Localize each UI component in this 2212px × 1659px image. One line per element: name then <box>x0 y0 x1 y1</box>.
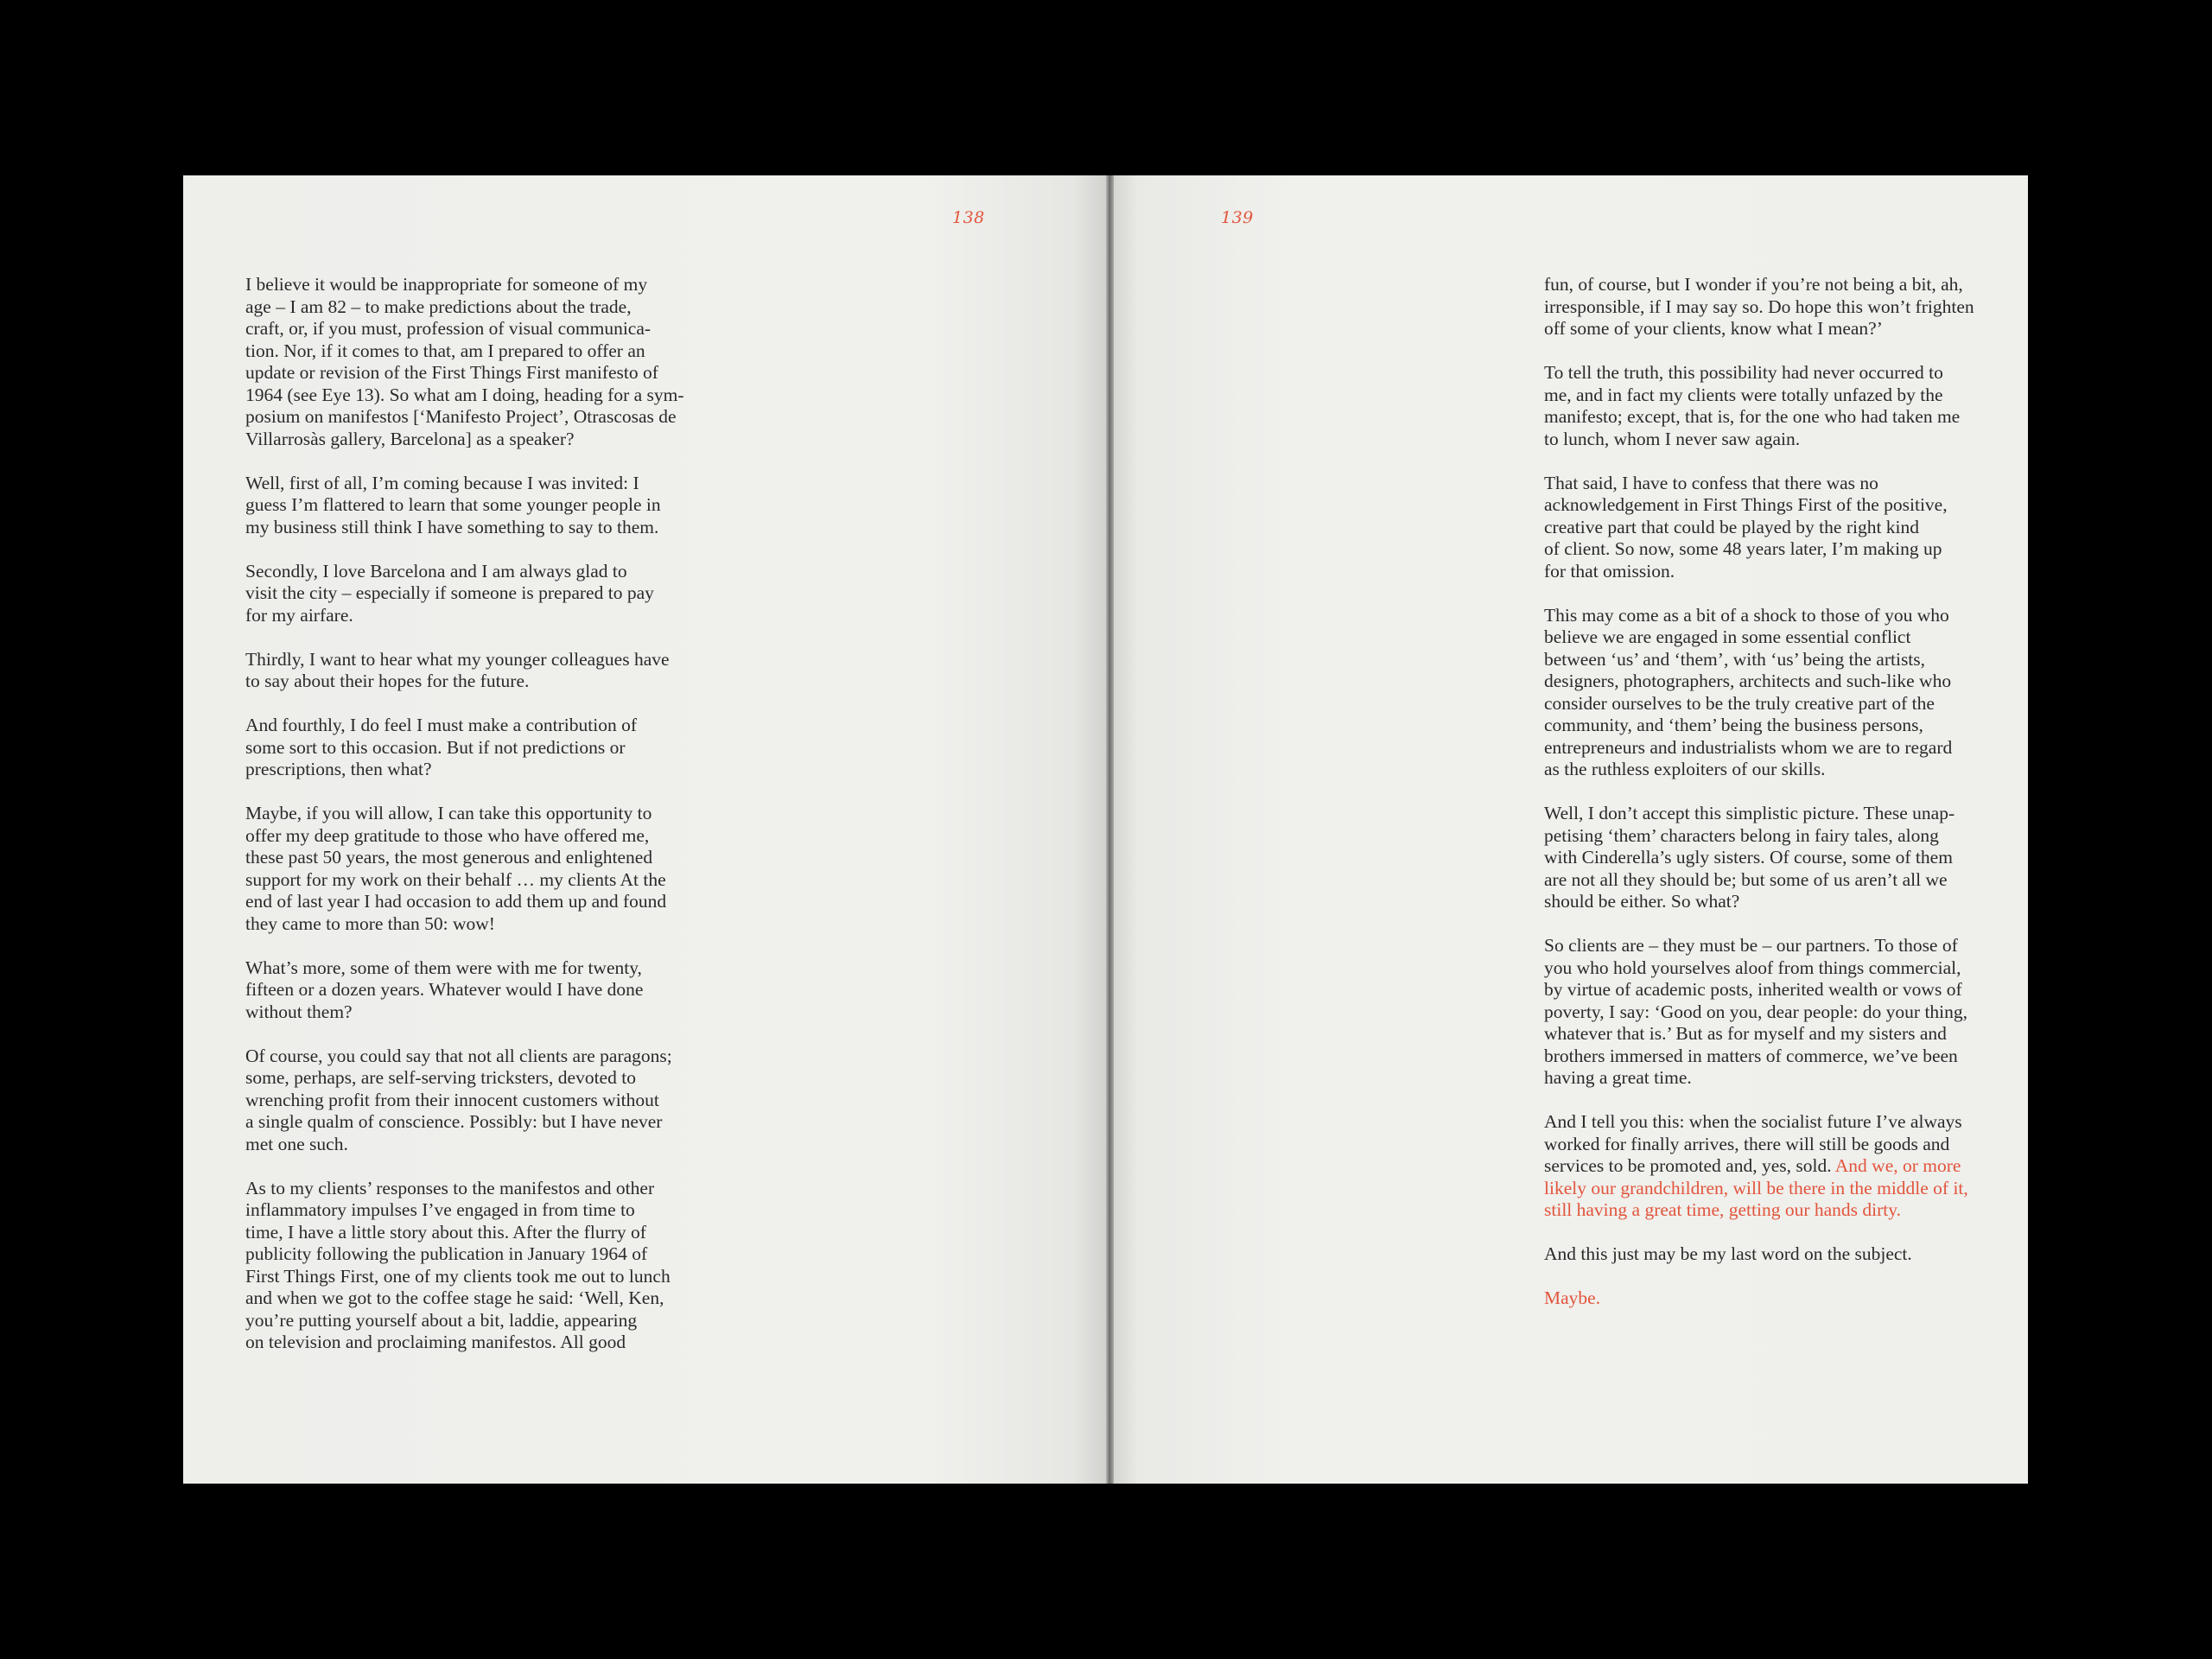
left-text-column <box>245 274 747 1376</box>
right-page <box>1110 175 2028 1484</box>
final-paragraph <box>1544 1111 2028 1222</box>
paragraph: So clients are – they must be – our partners. To those of you who hold yourselves aloof from things commercial, by virtue of academic posts, inherited wealth or vows of poverty, I say: ‘Good on you, dear people: do your thing, whatever that is.’ But as for myself and my sisters and brothers immersed in matters of commerce, we’ve been having a great time. <box>1544 935 1968 1088</box>
paragraph: Thirdly, I want to hear what my younger colleagues have to say about their hopes for the future. <box>245 648 670 691</box>
book-spread <box>183 175 2028 1484</box>
paragraph: What’s more, some of them were with me for twenty, fifteen or a dozen years. Whatever would I have done without them? <box>245 957 644 1022</box>
paragraph: To tell the truth, this possibility had never occurred to me, and in fact my clients were totally unfazed by the manifesto; except, that is, for the one who had taken me to lunch, whom I never saw again. <box>1544 362 1961 449</box>
page-number-left: 138 <box>952 208 985 227</box>
paragraph: Well, I don’t accept this simplistic picture. These unap- petising ‘them’ characters belong in fairy tales, along with Cinderella’s ugly sisters. Of course, some of them are not all they should be; but some of us aren’t all we should be either. So what? <box>1544 803 1955 912</box>
paragraph: Maybe, if you will allow, I can take this opportunity to offer my deep gratitude to those who have offered me, these past 50 years, the most generous and enlightened support for my work on their behalf … my clients At the end of last year I had occasion to add them up and found they came to more than 50: wow! <box>245 803 667 934</box>
paragraph: I believe it would be inappropriate for someone of my age – I am 82 – to make predictions about the trade, craft, or, if you must, profession of visual communica- tion. Nor, if it comes to that, am I prepared to offer an update or revision of the First Things First manifesto of 1964 (see Eye 13). So what am I doing, heading for a sym- posium on manifestos [‘Manifesto Project’, Otrascosas de Villarrosàs gallery, Barcelona] as a speaker? <box>245 274 684 449</box>
paragraph: fun, of course, but I wonder if you’re not being a bit, ah, irresponsible, if I may say so. Do hope this won’t frighten off some of your clients, know what I mean?’ <box>1544 274 1974 339</box>
paragraph: Of course, you could say that not all clients are paragons; some, perhaps, are self-serving tricksters, devoted to wrenching profit from their innocent customers without a single qualm of conscience. Possibly: but I have never met one such. <box>245 1045 672 1154</box>
paragraph: This may come as a bit of a shock to those of you who believe we are engaged in some essential conflict between ‘us’ and ‘them’, with ‘us’ being the artists, designers, photographers, architects and such-like who consider ourselves to be the truly creative part of the community, and ‘them’ being the business persons, entrepreneurs and industrialists whom we are to regard as the ruthless exploiters of our skills. <box>1544 604 1953 779</box>
closing-line: And this just may be my last word on the subject. <box>1544 1243 1912 1264</box>
final-paragraph-plain: And I tell you this: when the socialist future I’ve always worked for finally arrives, there will still be goods and services to be promoted and, yes, sold. <box>1544 1111 1962 1176</box>
paragraph: As to my clients’ responses to the manifestos and other inflammatory impulses I’ve engaged in from time to time, I have a little story about this. After the flurry of publicity following the publication in January 1964 of First Things First, one of my clients took me out to lunch and when we got to the coffee stage he said: ‘Well, Ken, you’re putting yourself about a bit, laddie, appearing on television and proclaiming manifestos. All good <box>245 1177 671 1352</box>
right-text-column <box>1544 274 2028 1332</box>
page-number-right: 139 <box>1221 208 1254 227</box>
final-paragraph-highlight: And we, or more likely our grandchildren, will be there in the middle of it, still having a great time, getting our hands dirty. <box>1544 1155 1968 1220</box>
paragraph: That said, I have to confess that there was no acknowledgement in First Things First of the positive, creative part that could be played by the right kind of client. So now, some 48 years later, I’m making up for that omission. <box>1544 472 1948 582</box>
paragraph: Well, first of all, I’m coming because I was invited: I guess I’m flattered to learn that some younger people in my business still think I have something to say to them. <box>245 472 661 537</box>
paragraph: Secondly, I love Barcelona and I am always glad to visit the city – especially if someone is prepared to pay for my airfare. <box>245 560 654 626</box>
left-page <box>183 175 1110 1484</box>
book-gutter <box>1106 175 1114 1484</box>
sign-off: Maybe. <box>1544 1287 1601 1308</box>
paragraph: And fourthly, I do feel I must make a contribution of some sort to this occasion. But if not predictions or prescriptions, then what? <box>245 715 637 779</box>
